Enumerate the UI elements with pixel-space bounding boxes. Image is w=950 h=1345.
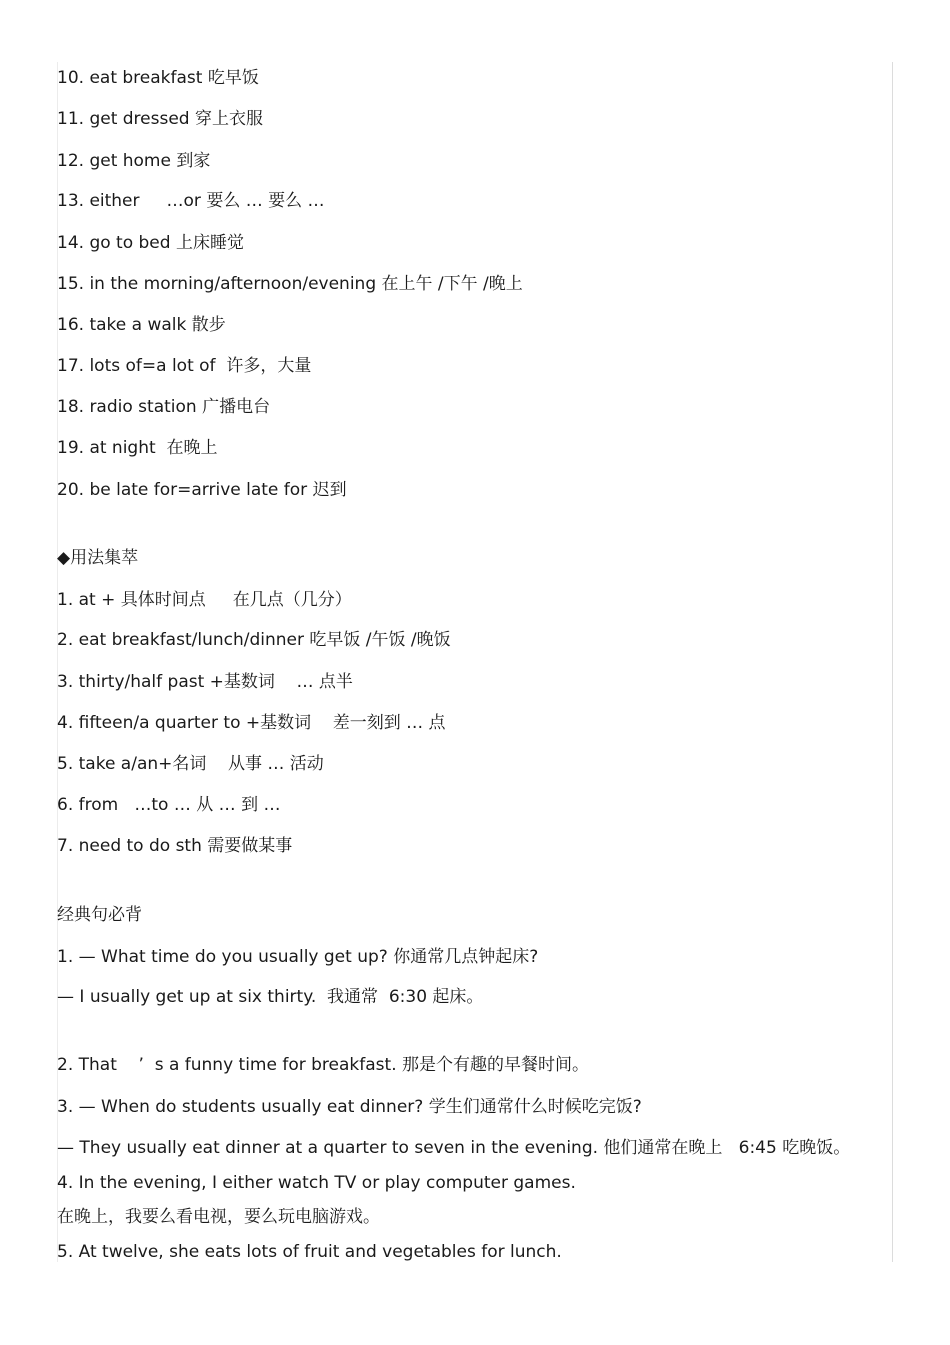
sentence-item: 3. — When do students usually eat dinner? 学生们通常什么时候吃完饭? xyxy=(57,1097,642,1117)
usage-item: 2. eat breakfast/lunch/dinner 吃早饭 /午饭 /晚饭 xyxy=(57,630,451,650)
sentence-item: 5. At twelve, she eats lots of fruit and vegetables for lunch. xyxy=(57,1242,562,1262)
usage-item: 6. from …to … 从 … 到 … xyxy=(57,795,281,815)
phrase-item: 15. in the morning/afternoon/evening 在上午 /下午 /晚上 xyxy=(57,274,523,294)
sentence-item: 4. In the evening, I either watch TV or play computer games. xyxy=(57,1173,576,1193)
usage-item: 5. take a/an+名词 从事 … 活动 xyxy=(57,754,324,774)
phrase-item: 14. go to bed 上床睡觉 xyxy=(57,233,244,253)
phrase-item: 19. at night 在晚上 xyxy=(57,438,218,458)
phrase-item: 13. either …or 要么 … 要么 … xyxy=(57,191,325,211)
sentence-translation: 在晚上，我要么看电视，要么玩电脑游戏。 xyxy=(57,1207,380,1227)
sentence-item: — I usually get up at six thirty. 我通常 6:30 起床。 xyxy=(57,987,484,1007)
phrase-item: 12. get home 到家 xyxy=(57,151,211,171)
phrase-item: 11. get dressed 穿上衣服 xyxy=(57,109,263,129)
sentence-item: 2. That ’ s a funny time for breakfast. 那是个有趣的早餐时间。 xyxy=(57,1055,589,1075)
phrase-item: 17. lots of=a lot of 许多，大量 xyxy=(57,356,312,376)
phrase-item: 20. be late for=arrive late for 迟到 xyxy=(57,480,347,500)
usage-heading: ◆用法集萃 xyxy=(57,548,139,568)
usage-item: 1. at + 具体时间点 在几点（几分） xyxy=(57,590,352,610)
sentence-item: 1. — What time do you usually get up? 你通常几点钟起床? xyxy=(57,947,539,967)
phrase-item: 18. radio station 广播电台 xyxy=(57,397,271,417)
sentence-item: — They usually eat dinner at a quarter to seven in the evening. 他们通常在晚上 6:45 吃晚饭。 xyxy=(57,1138,851,1158)
usage-item: 4. fifteen/a quarter to +基数词 差一刻到 … 点 xyxy=(57,713,446,733)
sentences-heading: 经典句必背 xyxy=(57,905,142,925)
page-margin-line-right xyxy=(892,62,893,1262)
usage-item: 3. thirty/half past +基数词 … 点半 xyxy=(57,672,353,692)
usage-item: 7. need to do sth 需要做某事 xyxy=(57,836,293,856)
phrase-item: 16. take a walk 散步 xyxy=(57,315,226,335)
phrase-item: 10. eat breakfast 吃早饭 xyxy=(57,68,259,88)
